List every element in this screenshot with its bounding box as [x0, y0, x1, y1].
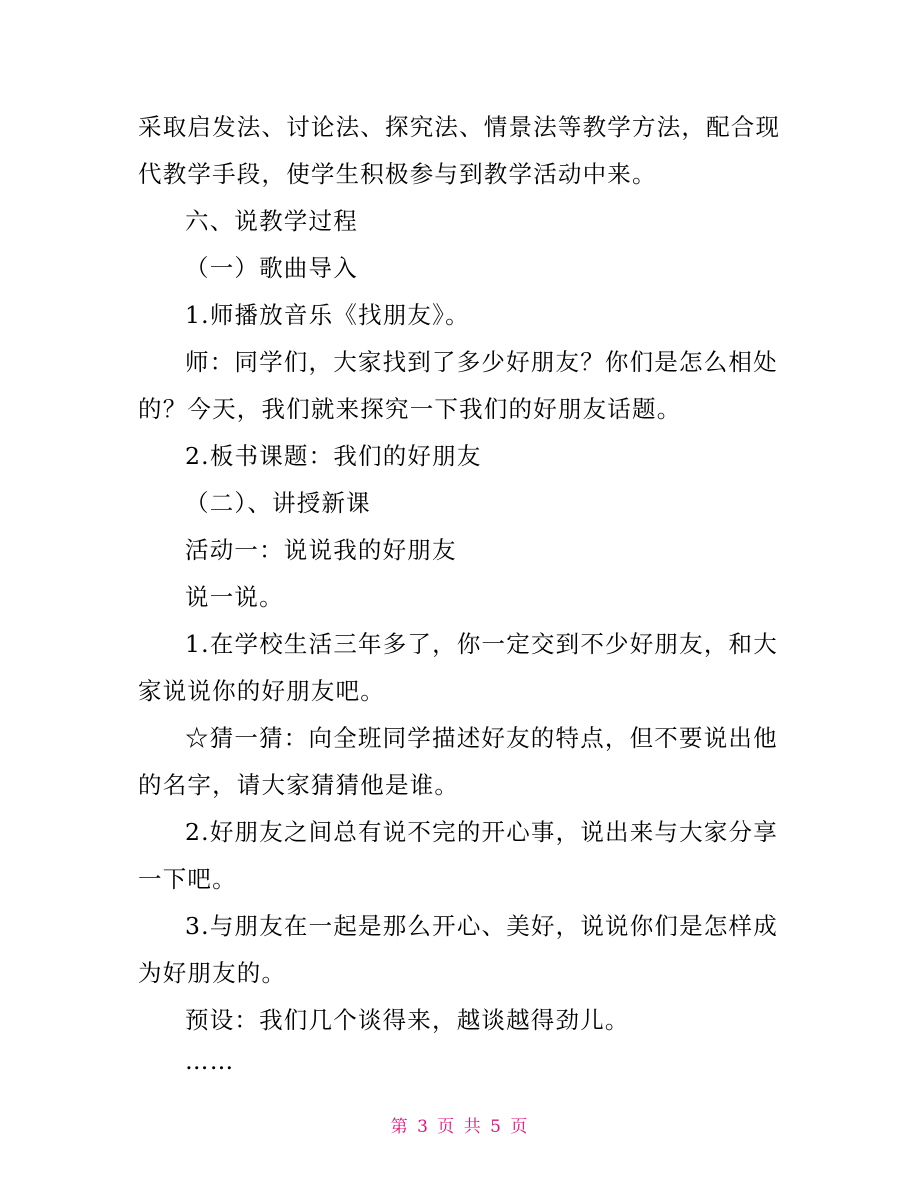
paragraph-teaching-methods: 采取启发法、讨论法、探究法、情景法等教学方法，配合现代教学手段，使学生积极参与到教学活动中来。: [138, 113, 781, 188]
paragraph-guess: ☆猜一猜：向全班同学描述好友的特点，但不要说出他的名字，请大家猜猜他是谁。: [138, 724, 778, 799]
heading-teaching-process: 六、说教学过程: [185, 207, 358, 235]
heading-activity-one: 活动一：说说我的好朋友: [185, 536, 457, 564]
paragraph-board-title: 2.板书课题：我们的好朋友: [185, 442, 482, 470]
heading-new-lesson: （二）、讲授新课: [185, 489, 371, 517]
page-number-footer: 第 3 页 共 5 页: [390, 1117, 530, 1137]
paragraph-play-music: 1.师播放音乐《找朋友》。: [185, 301, 470, 329]
paragraph-share-happy: 2.好朋友之间总有说不完的开心事，说出来与大家分享一下吧。: [138, 818, 778, 893]
paragraph-preset: 预设：我们几个谈得来，越谈越得劲儿。: [185, 1006, 630, 1034]
paragraph-teacher-question: 师：同学们，大家找到了多少好朋友？你们是怎么相处的？今天，我们就来探究一下我们的好朋友话题。: [138, 348, 778, 423]
paragraph-ellipsis: ……: [185, 1047, 235, 1075]
heading-song-intro: （一）歌曲导入: [185, 254, 358, 282]
paragraph-school-life: 1.在学校生活三年多了，你一定交到不少好朋友，和大家说说你的好朋友吧。: [138, 630, 778, 705]
paragraph-become-friends: 3.与朋友在一起是那么开心、美好，说说你们是怎样成为好朋友的。: [138, 912, 778, 987]
paragraph-say: 说一说。: [185, 583, 284, 611]
